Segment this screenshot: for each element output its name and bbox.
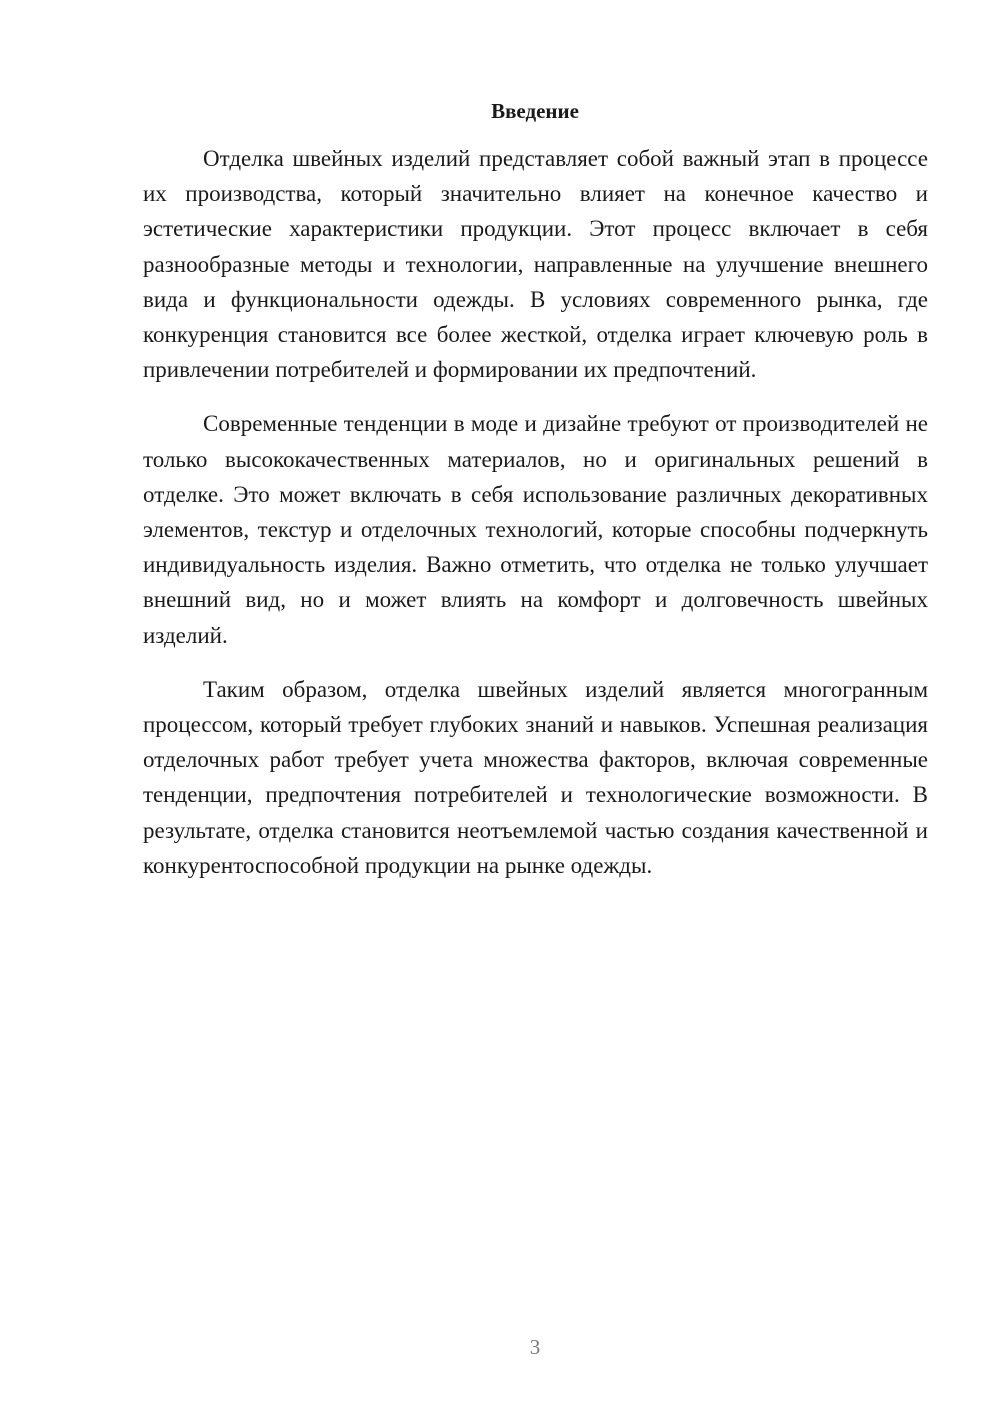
paragraph-3: Таким образом, отделка швейных изделий является многогранным процессом, который требует глубоких знаний и навыков. Успешная реализация отделочных работ требует учета множества факторов, включая современные тенденции, предпочтения потребителей и технологические возможности. В результате, отделка становится неотъемлемой частью создания качественной и конкурентоспособной продукции на рынке одежды. — [143, 676, 928, 878]
page-number: 3 — [529, 1335, 541, 1359]
body-text — [143, 141, 928, 902]
paragraph-1: Отделка швейных изделий представляет собой важный этап в процессе их производства, который значительно влияет на конечное качество и эстетические характеристики продукции. Этот процесс включает в себя разнообразные методы и технологии, направленные на улучшение внешнего вида и функциональности одежды. В условиях современного рынка, где конкуренция становится все более жесткой, отделка играет ключевую роль в привлечении потребителей и формировании их предпочтений. — [143, 146, 928, 383]
paragraph-2: Современные тенденции в моде и дизайне требуют от производителей не только высококачественных материалов, но и оригинальных решений в отделке. Это может включать в себя использование различных декоративных элементов, текстур и отделочных технологий, которые способны подчеркнуть индивидуальность изделия. Важно отметить, что отделка не только улучшает внешний вид, но и может влиять на комфорт и долговечность швейных изделий. — [143, 411, 928, 648]
page-heading: Введение — [491, 99, 579, 123]
